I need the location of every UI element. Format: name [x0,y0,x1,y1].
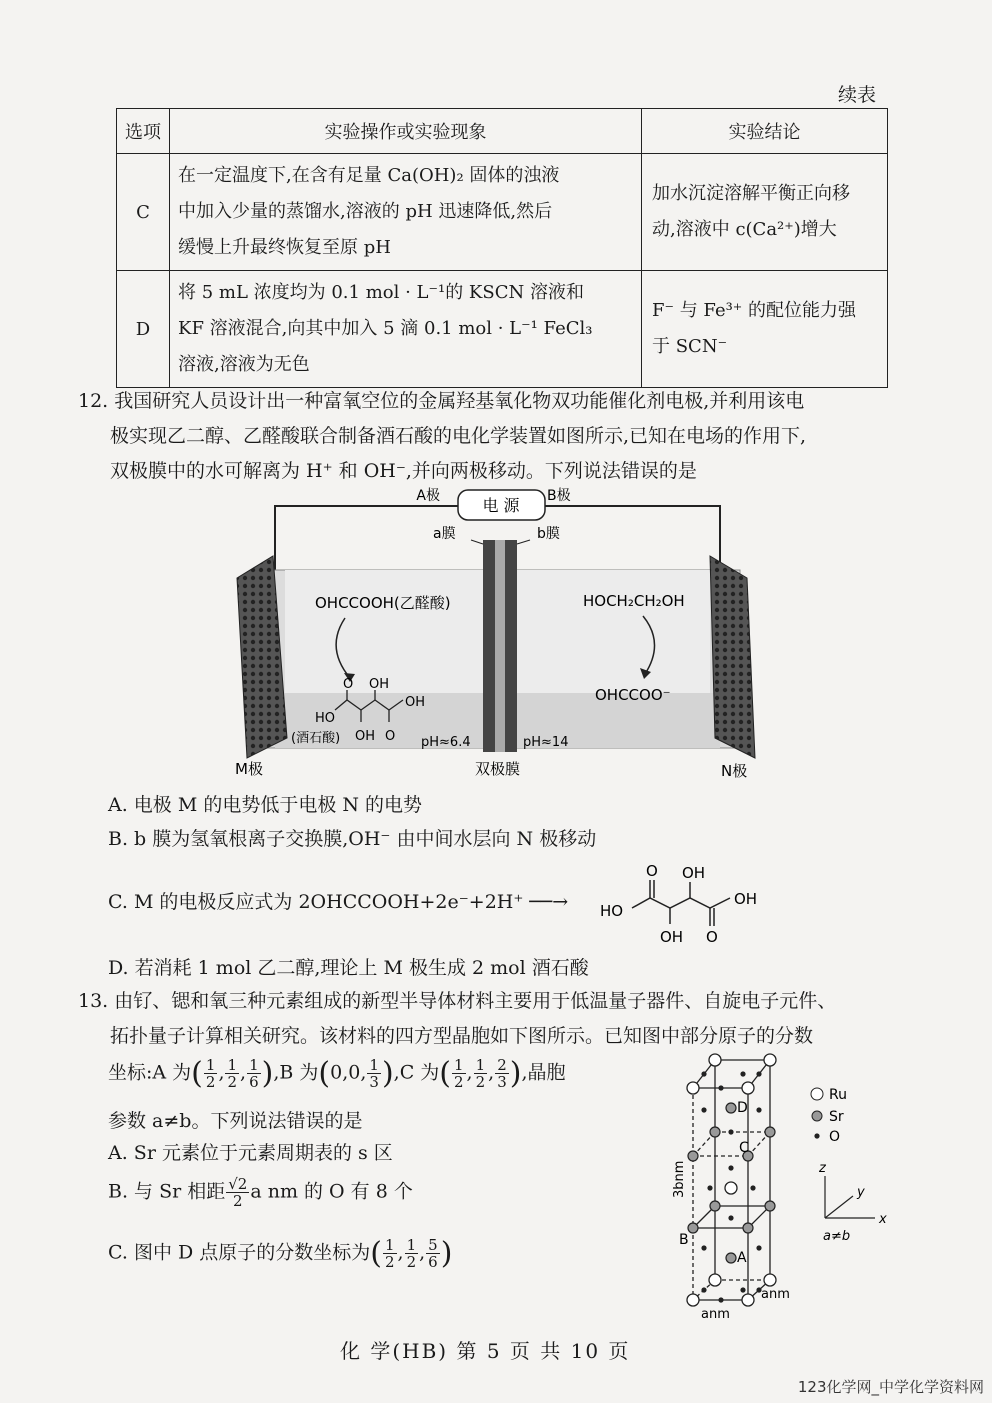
bipolar-label: 双极膜 [475,760,521,778]
experiment-table [116,108,888,388]
q13-line: 拓扑量子计算相关研究。该材料的四方型晶胞如下图所示。已知图中部分原子的分数 [110,1025,814,1047]
b-membrane-pointer [517,540,530,544]
label-oh: OH [682,864,706,882]
q13-option-c: C. 图中 D 点原子的分数坐标为( $\frac{1}{2}$ , $\frac{1}{2}$ , $\frac{5}{6}$ ) [108,1236,453,1271]
height-label: 3bnm [672,1160,687,1198]
opt-b-pre: B. 与 Sr 相距 [108,1180,226,1203]
coord-c: ,C 为 [393,1061,440,1084]
opt-b-post: a nm 的 O 有 8 个 [250,1180,413,1203]
axis-x: x [879,1212,887,1227]
row-d-conc-line: F⁻ 与 Fe³⁺ 的配位能力强 [652,300,857,321]
q12-option-a: A. 电极 M 的电势低于电极 N 的电势 [108,794,423,816]
q13-option-a: A. Sr 元素位于元素周期表的 s 区 [108,1142,393,1164]
axis-z: z [819,1161,826,1176]
a-membrane-pointer [471,540,483,544]
row-d-operation [170,271,642,388]
crystal-cell-figure [665,1048,895,1318]
axis-y: y [857,1185,865,1200]
tartaric-o: O [385,729,396,744]
a-membrane-label: a膜 [433,526,456,542]
legend-ru: Ru [829,1087,847,1103]
row-c-option: C [117,154,170,271]
m-pole-label: M极 [235,760,263,778]
q12-option-c: C. M 的电极反应式为 2OHCCOOH+2e⁻+2H⁺ ──→ [108,891,569,913]
coord-tail: ,晶胞 [521,1061,566,1084]
glycol-label: HOCH₂CH₂OH [583,592,685,610]
label-b: B [679,1232,689,1248]
ru-atoms [687,1054,776,1306]
row-c-op-line: 缓慢上升最终恢复至原 pH [178,237,391,258]
question-12-stem [78,384,918,489]
label-c: C [739,1140,749,1156]
row-d-op-line: KF 溶液混合,向其中加入 5 滴 0.1 mol · L⁻¹ FeCl₃ [178,318,593,339]
q12-option-d: D. 若消耗 1 mol 乙二醇,理论上 M 极生成 2 mol 酒石酸 [108,957,589,979]
tartaric-label: (酒石酸) [291,731,341,746]
water-layer [495,540,505,752]
tartaric-structure-option-c [598,860,798,950]
tartaric-oh: OH [369,677,390,692]
page-footer: 化 学(HB) 第 5 页 共 10 页 [340,1339,631,1363]
label-oh: OH [660,928,684,946]
tartaric-oh: OH [405,695,426,710]
row-c-operation [170,154,642,271]
row-c-conc-line: 加水沉淀溶解平衡正向移 [652,183,850,204]
tartaric-oh: OH [355,729,376,744]
q12-line: 双极膜中的水可解离为 H⁺ 和 OH⁻,并向两极移动。下列说法错误的是 [110,460,697,482]
ph-left: pH≈6.4 [421,735,471,750]
row-c-op-line: 中加入少量的蒸馏水,溶液的 pH 迅速降低,然后 [178,201,553,222]
membrane-a [483,540,495,752]
row-c-conclusion [642,154,888,271]
q12-option-b: B. b 膜为氢氧根离子交换膜,OH⁻ 由中间水层向 N 极移动 [108,828,597,850]
glyoxylate-label: OHCCOO⁻ [595,686,671,704]
legend-o: O [829,1129,841,1145]
b-membrane-label: b膜 [537,526,560,542]
electrode-n [710,556,755,758]
row-d-conclusion [642,271,888,388]
a-pole-label: A极 [416,488,440,504]
cond-label: a≠b [823,1229,851,1244]
width-label: anm [701,1307,730,1318]
membrane-b [505,540,517,752]
q12-line: 12. 我国研究人员设计出一种富氧空位的金属羟基氧化物双功能催化剂电极,并利用该电 [78,390,805,412]
legend-o-icon [814,1133,819,1138]
header-conclusion: 实验结论 [642,109,888,154]
skeleton [632,898,730,908]
n-pole-label: N极 [721,762,748,780]
b-pole-label: B极 [547,488,571,504]
header-operation: 实验操作或实验现象 [170,109,642,154]
q13-coordinates: 坐标:A 为( $\frac{1}{2}$ , $\frac{1}{2}$ , $\frac{1}{6}$ ),B 为(0,0, $\frac{1}{3}$ ),C 为( $\frac{1}{2}$ , $\frac{1}{2}$ , $\frac{2}{3}$ ),晶胞 [108,1056,566,1091]
label-o: O [706,928,718,946]
q13-param-line: 参数 a≠b。下列说法错误的是 [108,1110,363,1132]
row-c-op-line: 在一定温度下,在含有足量 Ca(OH)₂ 固体的浊液 [178,165,560,186]
legend-sr: Sr [829,1109,844,1125]
depth-label: anm [761,1287,790,1302]
cell-frame [693,1060,770,1300]
q13-line: 13. 由钌、锶和氧三种元素组成的新型半导体材料主要用于低温量子器件、自旋电子元件、 [78,990,837,1012]
ph-right: pH≈14 [523,735,569,750]
row-d-op-line: 溶液,溶液为无色 [178,354,310,375]
row-c-conc-line: 动,溶液中 c(Ca²⁺)增大 [652,219,837,240]
label-d: D [737,1100,748,1116]
power-label: 电 源 [482,496,520,515]
label-a: A [737,1250,747,1266]
opt-c-pre: C. 图中 D 点原子的分数坐标为 [108,1241,371,1264]
row-d-conc-line: 于 SCN⁻ [652,336,728,357]
wire-left [275,506,458,570]
watermark: 123化学网_中学化学资料网 [797,1378,984,1396]
q12-line: 极实现乙二醇、乙醛酸联合制备酒石酸的电化学装置如图所示,已知在电场的作用下, [110,425,807,447]
legend-sr-icon [812,1111,822,1121]
label-oh: OH [734,890,758,908]
tartaric-ho: HO [315,711,336,726]
row-d-option: D [117,271,170,388]
label-ho: HO [600,902,624,920]
axes [825,1176,875,1218]
label-o: O [646,862,658,880]
row-d-op-line: 将 5 mL 浓度均为 0.1 mol · L⁻¹的 KSCN 溶液和 [178,282,584,303]
header-option: 选项 [117,109,170,154]
electrochemical-cell-figure [225,478,775,788]
tartaric-o: O [343,677,354,692]
legend-ru-icon [811,1088,823,1100]
coord-b: ,B 为 [273,1061,319,1084]
q13-option-b: B. 与 Sr 相距 $\frac{√2}{2}$ a nm 的 O 有 8 个 [108,1175,413,1210]
question-13-stem [78,984,918,1054]
continued-label: 续表 [838,84,877,106]
glyoxylic-acid-label: OHCCOOH(乙醛酸) [315,594,451,612]
coord-prefix: 坐标:A 为 [108,1061,192,1084]
wire-right [545,506,720,570]
